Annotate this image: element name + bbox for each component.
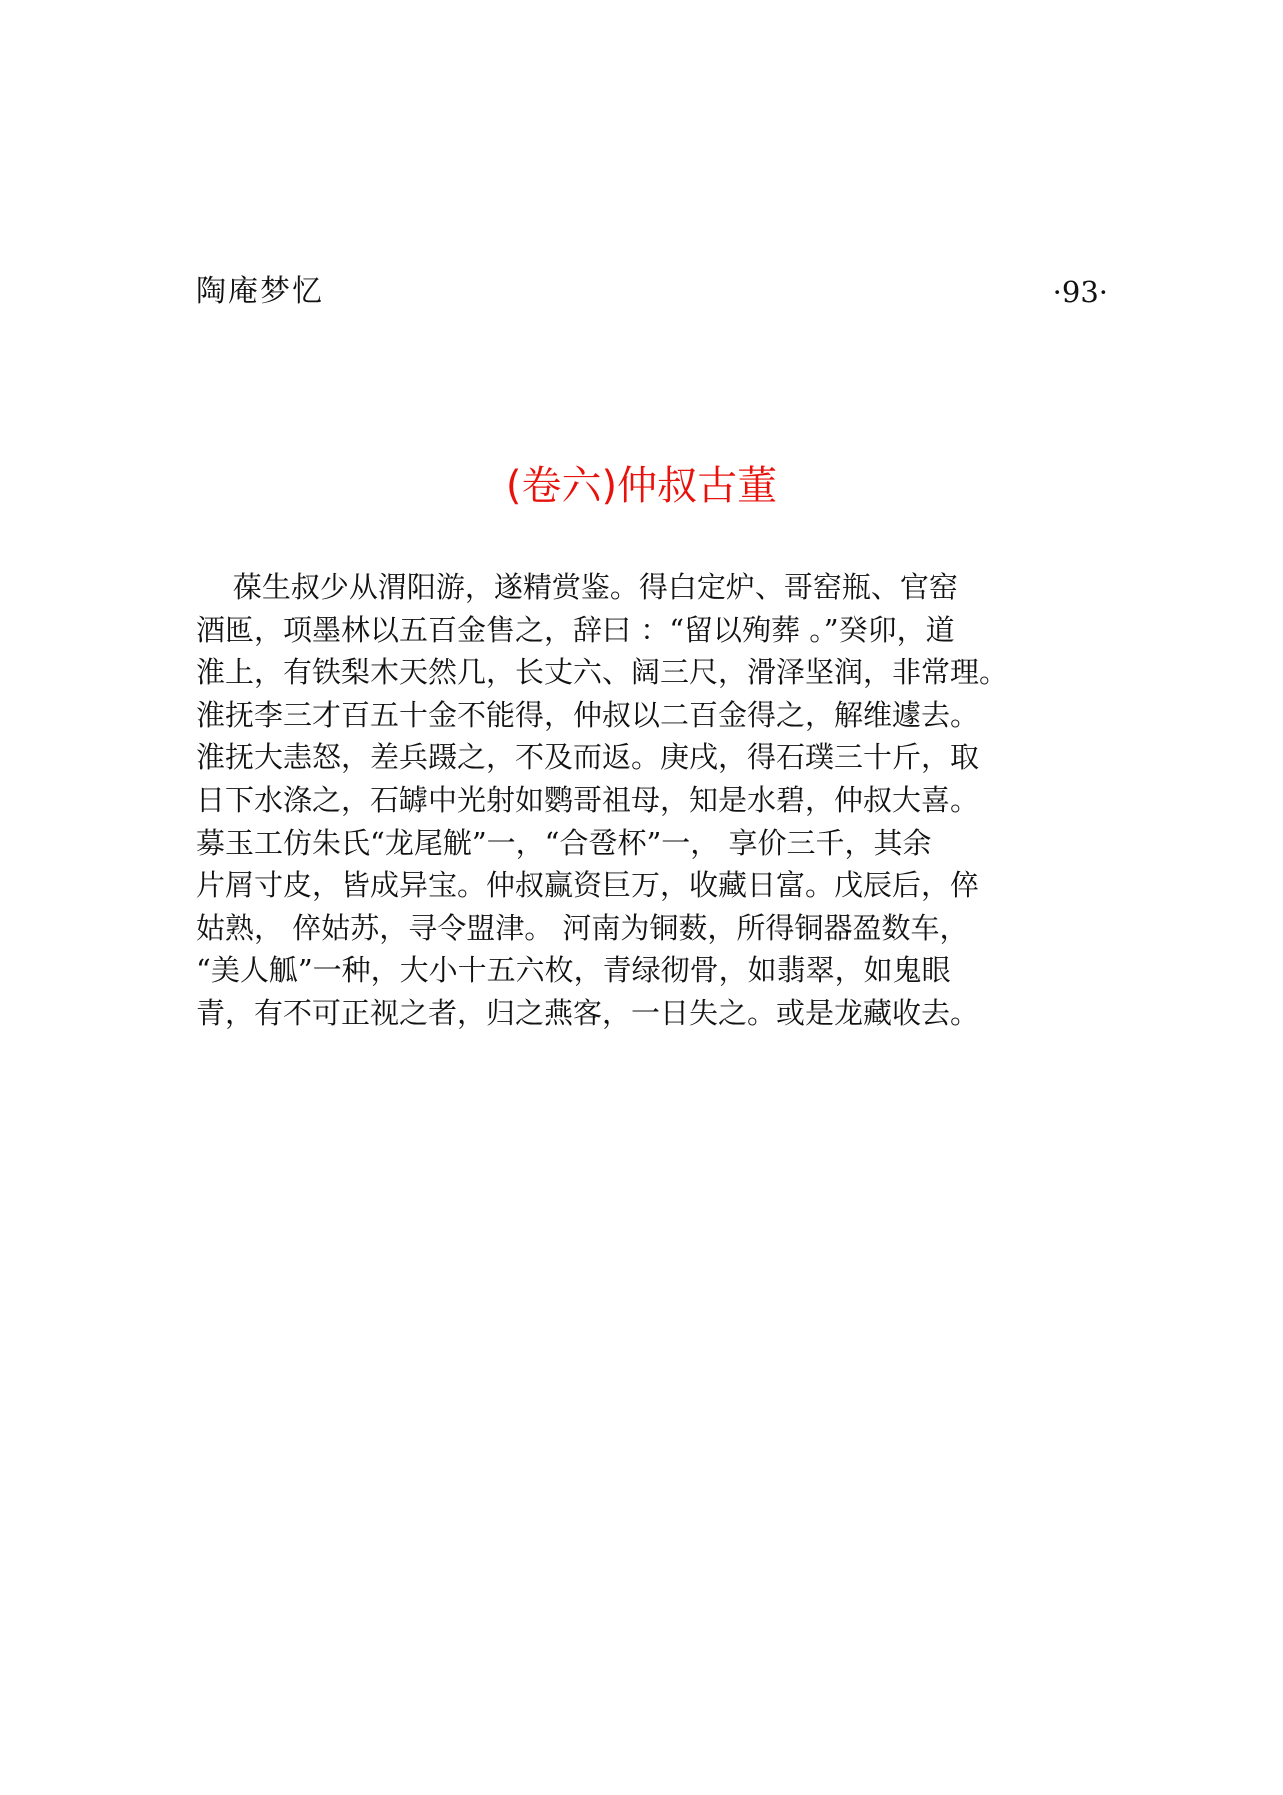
text-line: 酒匜，项墨林以五百金售之，辞曰 ：“留以殉葬 。”癸卯，道 [196,612,955,647]
text-line: 淮抚李三才百五十金不能得，仲叔以二百金得之，解维遽去。 [196,697,980,732]
text-line: “美人觚”一种，大小十五六枚，青绿彻骨，如翡翠，如鬼眼 [196,953,951,988]
text-line: 葆生叔少从渭阳游，遂精赏鉴。得白定炉、哥窑瓶、官窑 [196,570,958,604]
running-header [196,268,1108,316]
page-number: ·93· [1052,275,1108,309]
text-line: 淮抚大恚怒，差兵蹑之，不及而返。庚戌，得石璞三十斤，取 [196,740,980,775]
text-line: 淮上，有铁梨木天然几，长丈六、阔三尺，滑泽坚润，非常理。 [196,655,1009,690]
chapter-title: (卷六)仲叔古董 [505,463,778,509]
text-line: 姑熟， 倅姑苏，寻令盟津。 河南为铜薮，所得铜器盈数车， [196,910,969,945]
text-line: 青，有不可正视之者，归之燕客，一日失之。或是龙藏收去。 [196,995,980,1030]
text-line: 日下水涤之，石罅中光射如鹦哥祖母，知是水碧，仲叔大喜。 [196,782,980,817]
body-paragraph [196,566,1116,1035]
text-line: 片屑寸皮，皆成异宝。仲叔赢资巨万，收藏日富。戊辰后，倅 [196,868,980,903]
text-line: 募玉工仿朱氏“龙尾觥”一，“合卺杯”一， 享价三千，其余 [196,825,932,860]
book-title: 陶庵梦忆 [196,274,324,309]
